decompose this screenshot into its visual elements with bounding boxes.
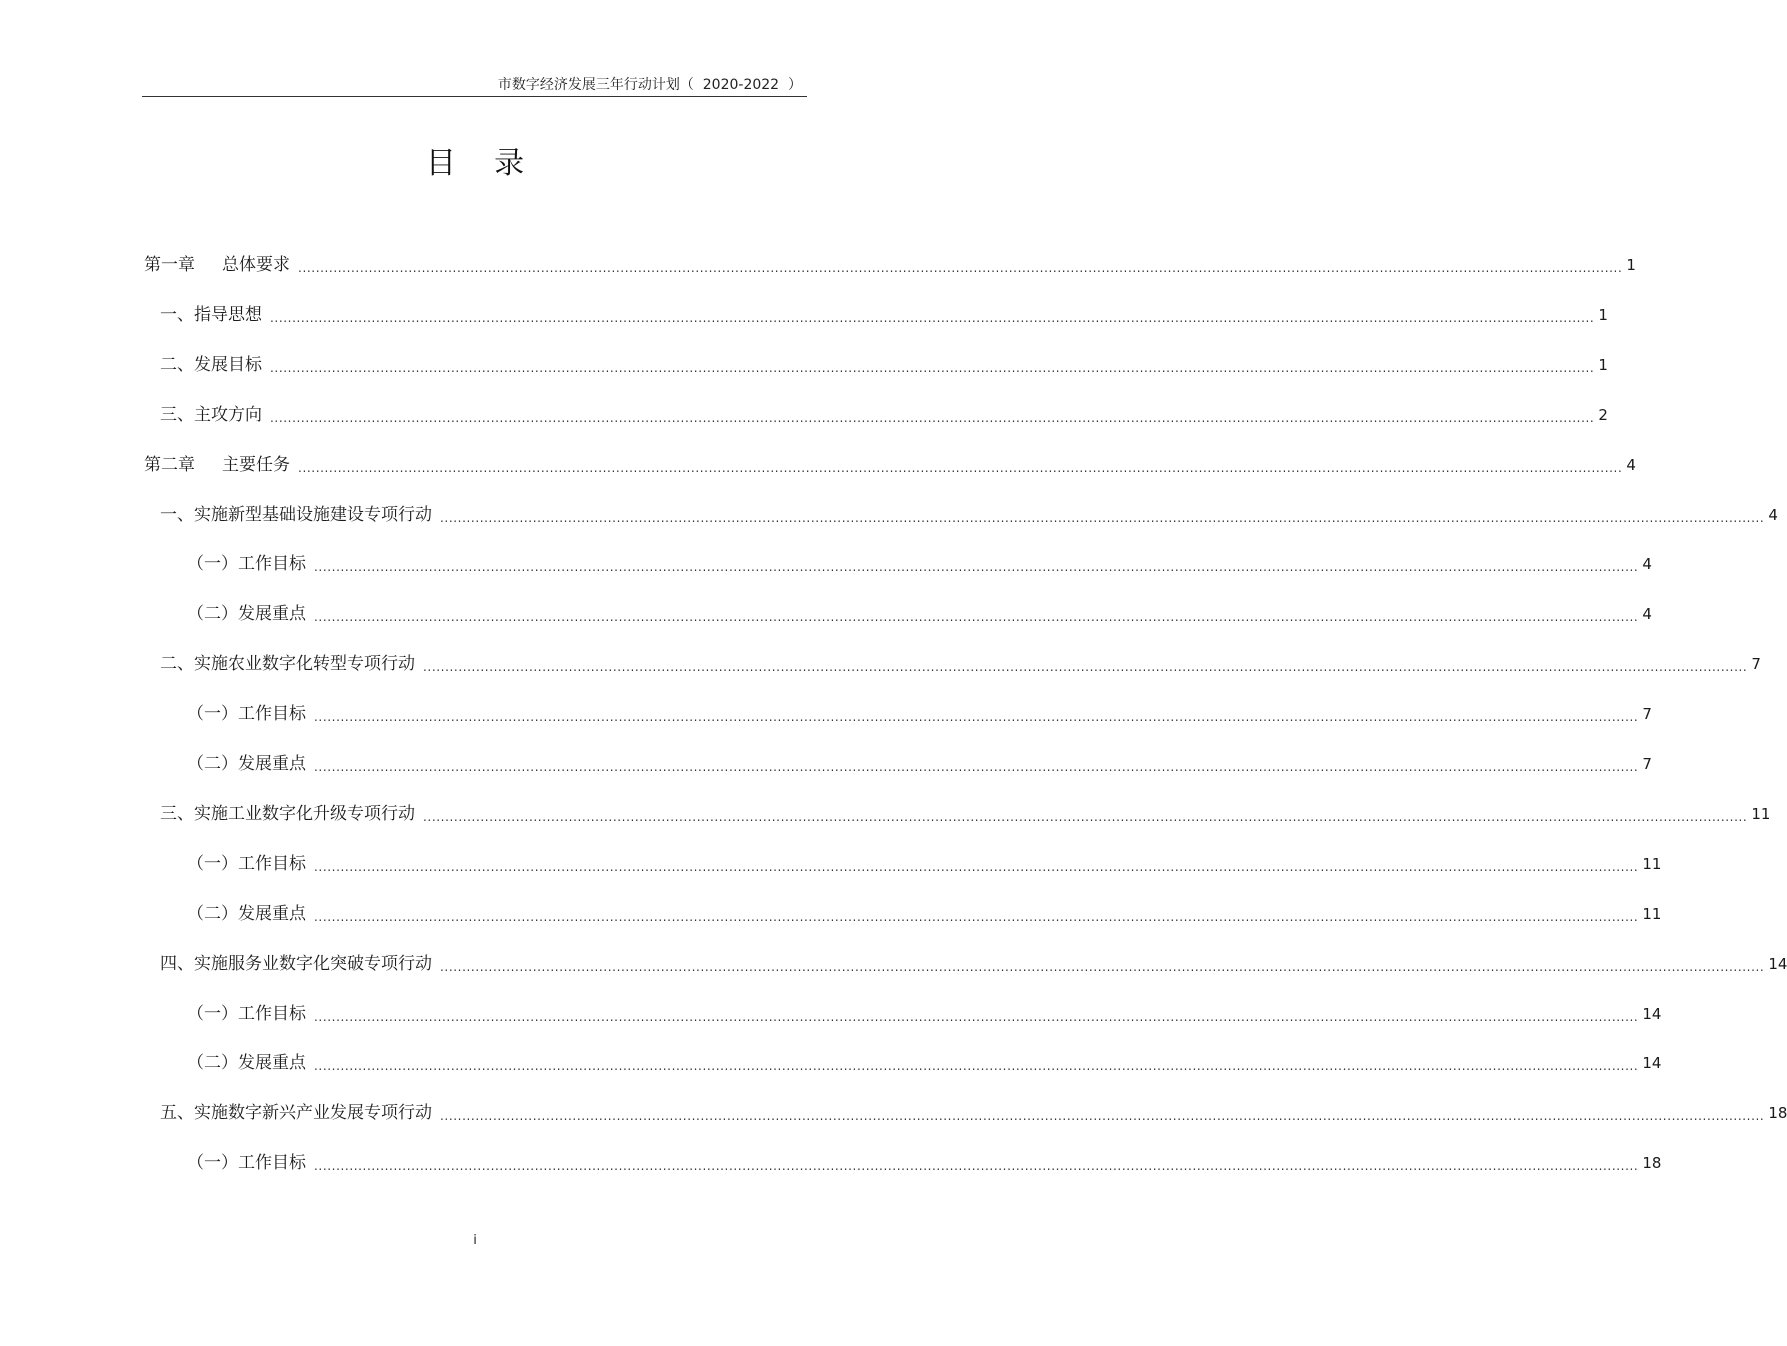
toc-entry-page: 1 (1626, 256, 1636, 274)
toc-dot-leader: ............................................................................................................................................................................................................................................................................................................ (314, 560, 1639, 574)
toc-dot-leader: ............................................................................................................................................................................................................................................................................................................ (423, 810, 1748, 824)
toc-entry-label: 二、实施农业数字化转型专项行动 (160, 654, 415, 674)
toc-entry-label: （一）工作目标 (187, 854, 306, 874)
toc-dot-leader: ............................................................................................................................................................................................................................................................................................................ (270, 411, 1595, 425)
toc-entry-page: 7 (1642, 705, 1652, 723)
toc-entry[interactable] (187, 702, 1652, 726)
toc-entry[interactable] (144, 453, 1636, 477)
toc-entry-page: 18 (1768, 1104, 1787, 1122)
toc-entry-label: 四、实施服务业数字化突破专项行动 (160, 954, 432, 974)
toc-entry[interactable] (187, 1002, 1662, 1026)
toc-entry[interactable] (160, 802, 1771, 826)
toc-title: 目 录 (425, 146, 525, 181)
toc-dot-leader: ............................................................................................................................................................................................................................................................................................................ (298, 261, 1623, 275)
toc-entry-page: 1 (1598, 306, 1608, 324)
toc-entry-page: 4 (1626, 456, 1636, 474)
toc-entry-page: 4 (1642, 555, 1652, 573)
toc-entry-page: 14 (1642, 1054, 1662, 1072)
toc-entry-label: 一、指导思想 (160, 305, 262, 325)
toc-entry[interactable] (187, 902, 1662, 926)
toc-entry-label: （二）发展重点 (187, 1053, 306, 1073)
toc-entry-label: 第一章 总体要求 (144, 255, 291, 275)
toc-entry[interactable] (187, 1051, 1662, 1075)
toc-dot-leader: ............................................................................................................................................................................................................................................................................................................ (270, 361, 1595, 375)
toc-entry-page: 7 (1751, 655, 1761, 673)
toc-dot-leader: ............................................................................................................................................................................................................................................................................................................ (314, 910, 1639, 924)
toc-entry[interactable] (160, 303, 1608, 327)
toc-entry-page: 11 (1642, 855, 1662, 873)
toc-entry-label: 二、发展目标 (160, 355, 262, 375)
toc-entry-page: 18 (1642, 1154, 1662, 1172)
toc-dot-leader: ............................................................................................................................................................................................................................................................................................................ (314, 610, 1639, 624)
toc-dot-leader: ............................................................................................................................................................................................................................................................................................................ (270, 311, 1595, 325)
toc-dot-leader: ............................................................................................................................................................................................................................................................................................................ (314, 710, 1639, 724)
toc-entry-label: （二）发展重点 (187, 904, 306, 924)
toc-entry-label: （一）工作目标 (187, 704, 306, 724)
toc-entry[interactable] (160, 952, 1787, 976)
toc-entry-label: （一）工作目标 (187, 1153, 306, 1173)
toc-dot-leader: ............................................................................................................................................................................................................................................................................................................ (298, 461, 1623, 475)
toc-entry-page: 4 (1642, 605, 1652, 623)
toc-entry-label: （二）发展重点 (187, 604, 306, 624)
toc-entry-label: 三、主攻方向 (160, 405, 262, 425)
toc-entry[interactable] (160, 1101, 1787, 1125)
toc-entry-label: 五、实施数字新兴产业发展专项行动 (160, 1103, 432, 1123)
running-header: 市数字经济发展三年行动计划（ 2020-2022 ） (497, 77, 802, 93)
toc-entry-page: 7 (1642, 755, 1652, 773)
toc-entry-page: 11 (1751, 805, 1771, 823)
toc-dot-leader: ............................................................................................................................................................................................................................................................................................................ (314, 860, 1639, 874)
toc-entry[interactable] (144, 253, 1636, 277)
toc-entry[interactable] (160, 503, 1778, 527)
toc-entry[interactable] (187, 852, 1662, 876)
footer-page-number: i (473, 1233, 477, 1248)
toc-entry-page: 4 (1768, 506, 1778, 524)
toc-dot-leader: ............................................................................................................................................................................................................................................................................................................ (314, 1159, 1639, 1173)
toc-entry-page: 11 (1642, 905, 1662, 923)
toc-entry-label: （一）工作目标 (187, 554, 306, 574)
toc-dot-leader: ............................................................................................................................................................................................................................................................................................................ (423, 660, 1748, 674)
toc-entry[interactable] (160, 403, 1608, 427)
toc-entry-label: （二）发展重点 (187, 754, 306, 774)
toc-entry-label: 一、实施新型基础设施建设专项行动 (160, 505, 432, 525)
toc-entry[interactable] (160, 652, 1761, 676)
toc-entry-label: 三、实施工业数字化升级专项行动 (160, 804, 415, 824)
toc-entry[interactable] (187, 602, 1652, 626)
toc-dot-leader: ............................................................................................................................................................................................................................................................................................................ (440, 511, 1765, 525)
toc-dot-leader: ............................................................................................................................................................................................................................................................................................................ (314, 760, 1639, 774)
toc-dot-leader: ............................................................................................................................................................................................................................................................................................................ (314, 1010, 1639, 1024)
toc-entry-page: 2 (1598, 406, 1608, 424)
toc-dot-leader: ............................................................................................................................................................................................................................................................................................................ (440, 960, 1765, 974)
toc-entry[interactable] (187, 752, 1652, 776)
toc-entry-page: 14 (1642, 1005, 1662, 1023)
toc-entry-label: 第二章 主要任务 (144, 455, 291, 475)
toc-entry[interactable] (187, 552, 1652, 576)
toc-dot-leader: ............................................................................................................................................................................................................................................................................................................ (440, 1109, 1765, 1123)
toc-entry-page: 14 (1768, 955, 1787, 973)
toc-entry[interactable] (187, 1151, 1662, 1175)
toc-dot-leader: ............................................................................................................................................................................................................................................................................................................ (314, 1059, 1639, 1073)
toc-entry-page: 1 (1598, 356, 1608, 374)
toc-entry[interactable] (160, 353, 1608, 377)
toc-entry-label: （一）工作目标 (187, 1004, 306, 1024)
